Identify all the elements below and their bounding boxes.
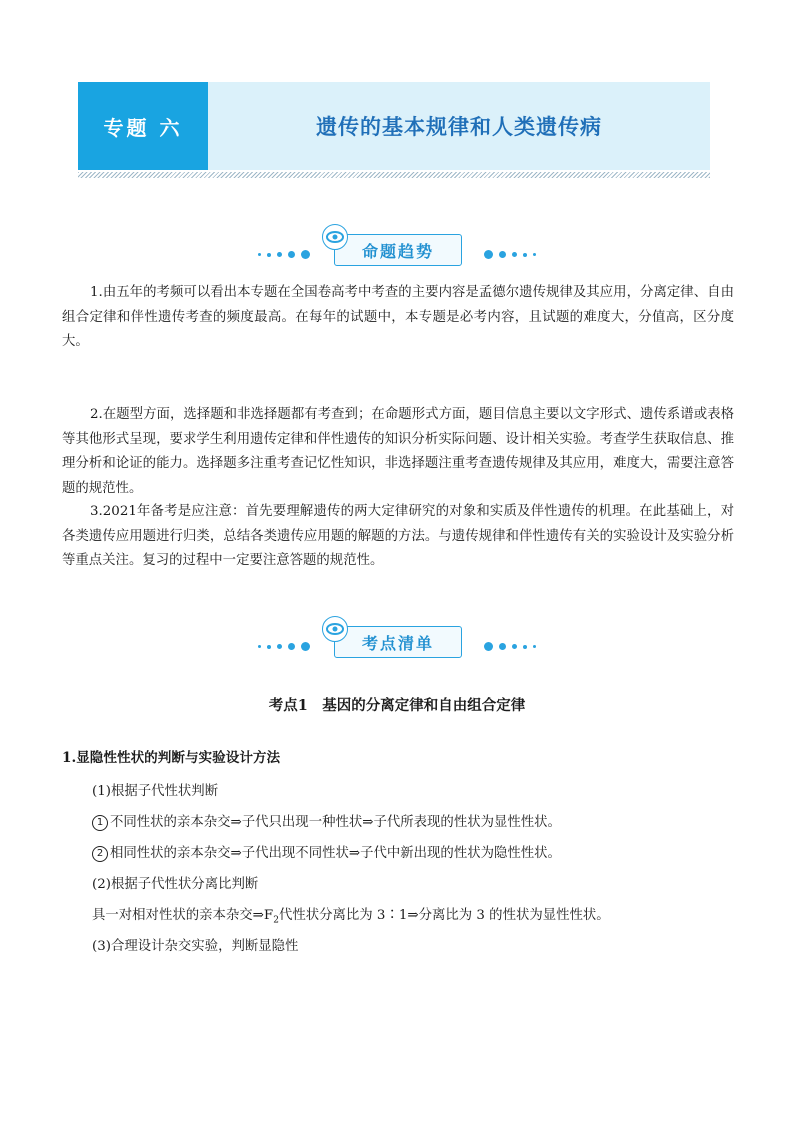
line-2: [92, 811, 561, 831]
circled-number-2: 2: [92, 846, 108, 862]
line-5-subscript: 2: [273, 915, 279, 926]
line-5-text-a: 具一对相对性状的亲本杂交⇒F: [92, 908, 274, 923]
trend-paragraph-1: 1.由五年的考频可以看出本专题在全国卷高考中考查的主要内容是孟德尔遗传规律及其应用，分离定律、自由组合定律和伴性遗传考查的频度最高。在每年的试题中，本专题是必考内容，且试题的难度大，分值高，区分度大。: [62, 285, 734, 349]
line-2-text: 不同性状的亲本杂交⇒子代只出现一种性状⇒子代所表现的性状为显性性状。: [110, 815, 561, 830]
eye-icon: [322, 224, 348, 250]
banner-trend: [250, 220, 544, 266]
trend-paragraph-3: 3.2021年备考是应注意：首先要理解遗传的两大定律研究的对象和实质及伴性遗传的机理。在此基础上，对各类遗传应用题进行归类，总结各类遗传应用题的解题的方法。与遗传规律和伴性遗传有关的实验设计及实验分析等重点关注。复习的过程中一定要注意答题的规范性。: [62, 504, 734, 568]
circled-number-1: 1: [92, 815, 108, 831]
line-6: (3)合理设计杂交实验，判断显隐性: [92, 939, 299, 954]
line-5: [92, 904, 610, 926]
trend-paragraph-2: 2.在题型方面，选择题和非选择题都有考查到；在命题形式方面，题目信息主要以文字形式、遗传系谱或表格等其他形式呈现，要求学生利用遗传定律和伴性遗传的知识分析实际问题、设计相关实验。考查学生获取信息、推理分析和论证的能力。选择题多注重考查记忆性知识，非选择题注重考查遗传规律及其应用，难度大，需要注意答题的规范性。: [62, 407, 734, 496]
line-3: [92, 842, 561, 862]
line-3-text: 相同性状的亲本杂交⇒子代出现不同性状⇒子代中新出现的性状为隐性性状。: [110, 846, 561, 861]
eye-icon: [322, 616, 348, 642]
banner-points: [250, 612, 544, 658]
banner-trend-label: 命题趋势: [334, 234, 462, 266]
section-title: 考点1 基因的分离定律和自由组合定律: [268, 697, 526, 714]
banner-dots-left: [258, 250, 310, 259]
banner-dots-right: [484, 250, 536, 259]
line-1: (1)根据子代性状判断: [92, 784, 219, 799]
banner-points-label: 考点清单: [334, 626, 462, 658]
banner-dots-left: [258, 642, 310, 651]
chapter-number: 专题 六: [78, 82, 208, 170]
banner-dots-right: [484, 642, 536, 651]
chapter-header: [78, 82, 710, 170]
header-divider: [78, 172, 710, 178]
line-4: (2)根据子代性状分离比判断: [92, 877, 259, 892]
sub-title: 1.显隐性性状的判断与实验设计方法: [62, 750, 281, 766]
line-5-text-b: 代性状分离比为 3∶1⇒分离比为 3 的性状为显性性状。: [278, 908, 610, 923]
chapter-title: 遗传的基本规律和人类遗传病: [208, 82, 710, 170]
